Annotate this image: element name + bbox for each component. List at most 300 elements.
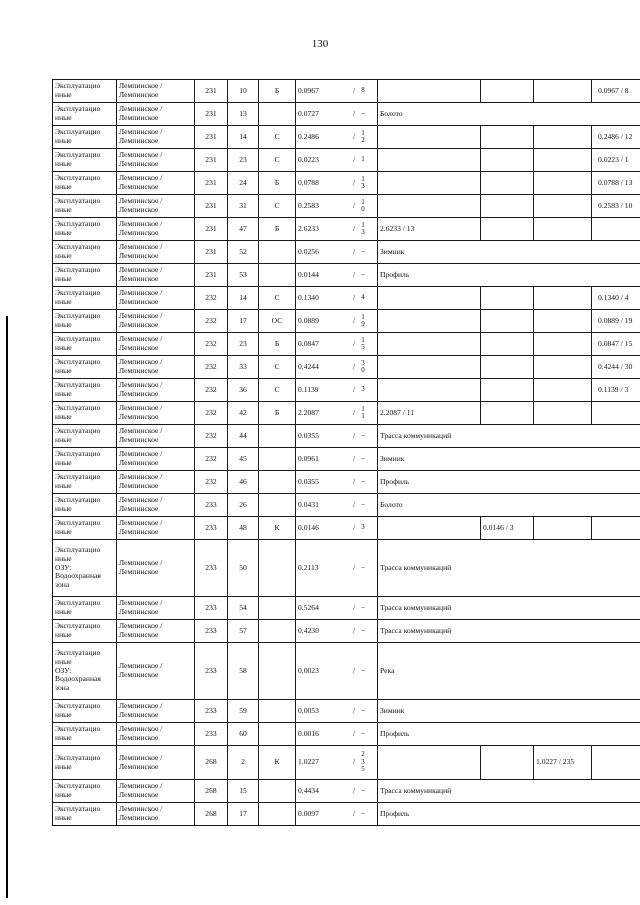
area-value: 0.2486 [298,131,319,141]
quarter-cell: 233 [195,540,228,597]
extra-col-4-cell: 0.0967 / 8 [592,80,640,103]
area-value: 0.0431 [298,499,319,509]
quarter-cell: 233 [195,517,228,540]
area-value: 1.0227 [298,757,319,767]
land-category-cell: Эксплуатацио нные [53,310,117,333]
species-cell: С [259,356,296,379]
quarter-cell: 232 [195,333,228,356]
quarter-cell: 233 [195,597,228,620]
extra-col-4-cell: 0.0889 / 19 [592,310,640,333]
extra-col-2-cell [481,356,534,379]
sub-allotment-value: – [361,729,365,738]
area-value: 0.0144 [298,269,319,279]
extra-col-1-cell [378,379,481,402]
extra-col-1-cell [378,310,481,333]
land-category-cell: Эксплуатацио нные [53,356,117,379]
table-row [53,241,640,264]
forestry-cell: Лемпинское / Лемпинское [117,126,195,149]
extra-col-3-cell [534,172,592,195]
area-slash: / [352,154,356,164]
species-cell: Б [259,218,296,241]
table-row [53,126,640,149]
allotment-cell: 10 [228,80,259,103]
allotment-cell: 36 [228,379,259,402]
forestry-cell: Лемпинское / Лемпинское [117,540,195,597]
land-category-cell: Эксплуатацио нные [53,80,117,103]
land-category-cell: Эксплуатацио нные [53,218,117,241]
table-row [53,723,640,746]
species-cell: К [259,517,296,540]
area-slash: / [352,315,356,325]
area-cell [296,379,378,402]
forestry-cell: Лемпинское / Лемпинское [117,356,195,379]
land-category-cell: Эксплуатацио нные [53,471,117,494]
extra-col-2-cell [481,218,534,241]
land-category-cell: Эксплуатацио нные ОЗУ: Водоохранная зона [53,643,117,700]
quarter-cell: 232 [195,425,228,448]
allotment-cell: 24 [228,172,259,195]
area-cell [296,643,378,700]
area-slash: / [352,499,356,509]
quarter-cell: 268 [195,746,228,780]
sub-allotment-value: – [361,247,365,256]
extra-col-4-cell [592,746,640,780]
sub-allotment-value: – [361,109,365,118]
purpose-note-cell: Профиль [378,803,640,826]
area-slash: / [352,131,356,141]
land-category-cell: Эксплуатацио нные [53,597,117,620]
species-cell: Б [259,172,296,195]
quarter-cell: 231 [195,264,228,287]
forestry-cell: Лемпинское / Лемпинское [117,103,195,126]
area-cell [296,471,378,494]
extra-col-3-cell [534,126,592,149]
allotment-cell: 26 [228,494,259,517]
species-cell [259,803,296,826]
extra-col-3-cell [534,379,592,402]
quarter-cell: 231 [195,126,228,149]
purpose-note-cell: Трасса коммуникаций [378,780,640,803]
land-category-cell: Эксплуатацио нные [53,287,117,310]
area-cell [296,356,378,379]
extra-col-2-cell [481,379,534,402]
extra-col-3-cell [534,287,592,310]
area-value: 0.0788 [298,177,319,187]
table-row [53,172,640,195]
extra-col-4-cell: 0.2583 / 10 [592,195,640,218]
extra-col-4-cell: 0.1139 / 3 [592,379,640,402]
area-cell [296,700,378,723]
area-cell [296,287,378,310]
purpose-note-cell: Профиль [378,264,640,287]
allotment-cell: 2 [228,746,259,780]
table-row [53,780,640,803]
extra-col-4-cell: 0.0847 / 15 [592,333,640,356]
extra-col-4-cell: 0.0223 / 1 [592,149,640,172]
area-slash: / [352,602,356,612]
area-slash: / [352,728,356,738]
species-cell: К [259,746,296,780]
forestry-cell: Лемпинское / Лемпинское [117,746,195,780]
allotment-cell: 59 [228,700,259,723]
purpose-note-cell: Зимник [378,241,640,264]
species-cell [259,723,296,746]
table-row [53,494,640,517]
quarter-cell: 232 [195,448,228,471]
sub-allotment-value: – [361,477,365,486]
sub-allotment-value: – [361,626,365,635]
area-cell [296,126,378,149]
purpose-note-cell: Трасса коммуникаций [378,597,640,620]
area-value: 0.0023 [298,665,319,675]
forestry-cell: Лемпинское / Лемпинское [117,287,195,310]
allotment-cell: 46 [228,471,259,494]
species-cell [259,448,296,471]
area-cell [296,172,378,195]
allotment-cell: 13 [228,103,259,126]
land-category-cell: Эксплуатацио нные [53,241,117,264]
table-row [53,700,640,723]
area-cell [296,80,378,103]
area-cell [296,620,378,643]
species-cell [259,103,296,126]
forestry-cell: Лемпинское / Лемпинское [117,264,195,287]
area-cell [296,597,378,620]
sub-allotment-value: – [361,786,365,795]
forest-parcels-table [52,79,640,826]
area-value: 0.4230 [298,625,319,635]
area-value: 0.5264 [298,602,319,612]
species-cell: С [259,287,296,310]
quarter-cell: 233 [195,643,228,700]
extra-col-2-cell [481,126,534,149]
forestry-cell: Лемпинское / Лемпинское [117,425,195,448]
land-category-cell: Эксплуатацио нные [53,780,117,803]
allotment-cell: 53 [228,264,259,287]
extra-col-1-cell [378,195,481,218]
land-category-cell: Эксплуатацио нные [53,149,117,172]
allotment-cell: 17 [228,310,259,333]
area-cell [296,333,378,356]
land-category-cell: Эксплуатацио нные [53,517,117,540]
extra-col-2-cell [481,172,534,195]
sub-allotment-value: 1 1 [361,404,365,420]
land-category-cell: Эксплуатацио нные [53,126,117,149]
table-row [53,448,640,471]
area-cell [296,402,378,425]
area-value: 0.0016 [298,728,319,738]
extra-col-3-cell: 1.0227 / 235 [534,746,592,780]
species-cell [259,471,296,494]
forestry-cell: Лемпинское / Лемпинское [117,379,195,402]
quarter-cell: 232 [195,471,228,494]
area-value: 0.0967 [298,85,319,95]
species-cell [259,643,296,700]
area-slash: / [352,338,356,348]
species-cell [259,241,296,264]
area-slash: / [352,361,356,371]
sub-allotment-value: 4 [361,293,365,302]
quarter-cell: 233 [195,494,228,517]
land-category-cell: Эксплуатацио нные [53,333,117,356]
forestry-cell: Лемпинское / Лемпинское [117,494,195,517]
area-value: 0.4244 [298,361,319,371]
table-row [53,149,640,172]
sub-allotment-value: 8 [361,86,365,95]
sub-allotment-value: – [361,454,365,463]
extra-col-1-cell [378,287,481,310]
forestry-cell: Лемпинское / Лемпинское [117,241,195,264]
area-value: 0.2583 [298,200,319,210]
purpose-note-cell: Трасса коммуникаций [378,425,640,448]
sub-allotment-value: – [361,603,365,612]
species-cell [259,780,296,803]
area-value: 0.0847 [298,338,319,348]
extra-col-4-cell [592,218,640,241]
sub-allotment-value: 3 0 [361,358,365,374]
forestry-cell: Лемпинское / Лемпинское [117,448,195,471]
area-cell [296,540,378,597]
table-row [53,746,640,780]
allotment-cell: 14 [228,287,259,310]
allotment-cell: 54 [228,597,259,620]
sub-allotment-value: 1 3 [361,220,365,236]
area-slash: / [352,757,356,767]
area-slash: / [352,108,356,118]
table-row [53,803,640,826]
quarter-cell: 231 [195,218,228,241]
table-row [53,264,640,287]
table-row [53,195,640,218]
extra-col-2-cell [481,149,534,172]
extra-col-3-cell [534,402,592,425]
area-slash: / [352,808,356,818]
quarter-cell: 233 [195,700,228,723]
area-cell [296,723,378,746]
forestry-cell: Лемпинское / Лемпинское [117,517,195,540]
extra-col-1-cell [378,333,481,356]
land-category-cell: Эксплуатацио нные [53,746,117,780]
area-slash: / [352,522,356,532]
species-cell: ОС [259,310,296,333]
forestry-cell: Лемпинское / Лемпинское [117,195,195,218]
land-category-cell: Эксплуатацио нные [53,803,117,826]
area-cell [296,149,378,172]
extra-col-2-cell [481,746,534,780]
species-cell: Б [259,80,296,103]
table-row [53,517,640,540]
forestry-cell: Лемпинское / Лемпинское [117,402,195,425]
extra-col-2-cell [481,195,534,218]
forestry-cell: Лемпинское / Лемпинское [117,803,195,826]
forestry-cell: Лемпинское / Лемпинское [117,471,195,494]
extra-col-1-cell [378,80,481,103]
area-cell [296,494,378,517]
area-cell [296,803,378,826]
land-category-cell: Эксплуатацио нные [53,402,117,425]
area-cell [296,310,378,333]
allotment-cell: 15 [228,780,259,803]
area-slash: / [352,785,356,795]
purpose-note-cell: Река [378,643,640,700]
species-cell [259,540,296,597]
sub-allotment-value: – [361,270,365,279]
allotment-cell: 23 [228,149,259,172]
quarter-cell: 268 [195,803,228,826]
land-category-cell: Эксплуатацио нные [53,700,117,723]
allotment-cell: 44 [228,425,259,448]
land-category-cell: Эксплуатацио нные [53,264,117,287]
sub-allotment-value: 1 3 [361,174,365,190]
quarter-cell: 232 [195,356,228,379]
allotment-cell: 17 [228,803,259,826]
species-cell: Б [259,333,296,356]
land-category-cell: Эксплуатацио нные [53,723,117,746]
species-cell [259,597,296,620]
forestry-cell: Лемпинское / Лемпинское [117,333,195,356]
table-row [53,643,640,700]
extra-col-3-cell [534,333,592,356]
extra-col-1-cell [378,149,481,172]
forestry-cell: Лемпинское / Лемпинское [117,700,195,723]
forestry-cell: Лемпинское / Лемпинское [117,310,195,333]
sub-allotment-value: 2 3 5 [361,750,365,774]
extra-col-4-cell: 0.1340 / 4 [592,287,640,310]
allotment-cell: 60 [228,723,259,746]
purpose-note-cell: Профиль [378,471,640,494]
sub-allotment-value: 3 [361,523,365,532]
table-row [53,310,640,333]
quarter-cell: 232 [195,287,228,310]
extra-col-3-cell [534,195,592,218]
extra-col-1-cell [378,126,481,149]
area-value: 0.1340 [298,292,319,302]
extra-col-1-cell [378,356,481,379]
extra-col-3-cell [534,517,592,540]
species-cell [259,264,296,287]
table-row [53,540,640,597]
extra-col-3-cell [534,356,592,379]
area-slash: / [352,453,356,463]
table-row [53,425,640,448]
area-value: 0.0053 [298,705,319,715]
sub-allotment-value: – [361,563,365,572]
table-row [53,379,640,402]
species-cell: С [259,379,296,402]
forestry-cell: Лемпинское / Лемпинское [117,643,195,700]
area-cell [296,241,378,264]
species-cell [259,620,296,643]
area-slash: / [352,407,356,417]
allotment-cell: 42 [228,402,259,425]
sub-allotment-value: 1 5 [361,335,365,351]
area-value: 0.0256 [298,246,319,256]
table-row [53,356,640,379]
area-slash: / [352,269,356,279]
extra-col-4-cell: 0.2486 / 12 [592,126,640,149]
extra-col-4-cell [592,402,640,425]
species-cell [259,494,296,517]
extra-col-1-cell: 2.6233 / 13 [378,218,481,241]
allotment-cell: 23 [228,333,259,356]
forestry-cell: Лемпинское / Лемпинское [117,149,195,172]
area-value: 0.0889 [298,315,319,325]
forestry-cell: Лемпинское / Лемпинское [117,218,195,241]
area-slash: / [352,384,356,394]
quarter-cell: 233 [195,723,228,746]
area-slash: / [352,705,356,715]
area-slash: / [352,223,356,233]
table-row [53,103,640,126]
purpose-note-cell: Зимник [378,448,640,471]
sub-allotment-value: – [361,666,365,675]
forestry-cell: Лемпинское / Лемпинское [117,723,195,746]
quarter-cell: 233 [195,620,228,643]
table-row [53,597,640,620]
area-value: 0.0097 [298,808,319,818]
sub-allotment-value: 1 9 [361,312,365,328]
land-category-cell: Эксплуатацио нные [53,448,117,471]
quarter-cell: 231 [195,149,228,172]
area-value: 0.4434 [298,785,319,795]
allotment-cell: 47 [228,218,259,241]
quarter-cell: 232 [195,402,228,425]
species-cell: С [259,149,296,172]
area-value: 0.0961 [298,453,319,463]
extra-col-3-cell [534,149,592,172]
sub-allotment-value: 3 [361,385,365,394]
extra-col-4-cell: 0.4244 / 30 [592,356,640,379]
extra-col-2-cell [481,287,534,310]
land-category-cell: Эксплуатацио нные [53,172,117,195]
sub-allotment-value: 1 [361,155,365,164]
area-slash: / [352,85,356,95]
quarter-cell: 231 [195,103,228,126]
extra-col-3-cell [534,310,592,333]
area-cell [296,103,378,126]
extra-col-3-cell [534,80,592,103]
quarter-cell: 232 [195,379,228,402]
page-number: 130 [311,38,329,50]
land-category-cell: Эксплуатацио нные [53,195,117,218]
area-slash: / [352,200,356,210]
extra-col-4-cell: 0.0788 / 13 [592,172,640,195]
purpose-note-cell: Профиль [378,723,640,746]
area-slash: / [352,246,356,256]
purpose-note-cell: Трасса коммуникаций [378,620,640,643]
area-cell [296,780,378,803]
area-value: 0.0223 [298,154,319,164]
area-slash: / [352,562,356,572]
area-value: 0.0355 [298,476,319,486]
purpose-note-cell: Болото [378,494,640,517]
land-category-cell: Эксплуатацио нные [53,494,117,517]
area-cell [296,195,378,218]
species-cell: Б [259,402,296,425]
allotment-cell: 45 [228,448,259,471]
area-value: 0.0146 [298,522,319,532]
sub-allotment-value: – [361,500,365,509]
table-row [53,80,640,103]
area-cell [296,448,378,471]
allotment-cell: 57 [228,620,259,643]
extra-col-3-cell [534,218,592,241]
quarter-cell: 231 [195,172,228,195]
quarter-cell: 231 [195,241,228,264]
table-row [53,287,640,310]
allotment-cell: 50 [228,540,259,597]
extra-col-2-cell [481,310,534,333]
